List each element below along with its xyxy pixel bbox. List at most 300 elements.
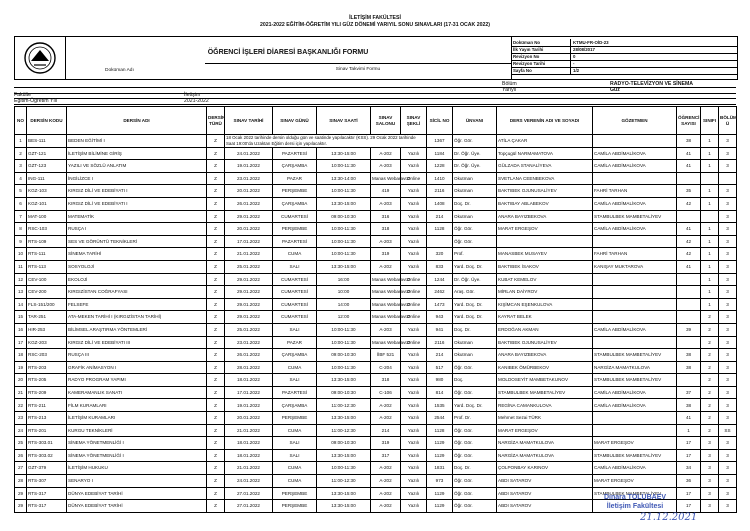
divider bbox=[205, 63, 511, 64]
table-cell: 3 bbox=[719, 135, 737, 148]
table-cell bbox=[677, 210, 701, 223]
table-cell: A-203 bbox=[371, 235, 401, 248]
table-cell: FAHRİ TARHAN bbox=[593, 248, 677, 261]
table-cell: Öğr. Gör. bbox=[453, 437, 497, 450]
table-cell: CUMA bbox=[273, 361, 317, 374]
table-cell: BAKTIBEK OJUNUSALİYEV bbox=[497, 185, 593, 198]
table-cell: DÜNYA EDEBİYAT TARİHİ bbox=[67, 500, 207, 513]
table-cell: 3 bbox=[719, 399, 737, 412]
table-cell: 10:00-11:30 bbox=[317, 462, 371, 475]
table-cell: 26 bbox=[15, 449, 27, 462]
table-row bbox=[15, 323, 737, 336]
table-cell: 318 bbox=[371, 374, 401, 387]
table-cell: SİNEMA TARİHİ bbox=[67, 248, 207, 261]
table-cell: Manas Webaravüz bbox=[371, 311, 401, 324]
table-cell: 26.01.2022 bbox=[225, 349, 273, 362]
table-cell: Online bbox=[401, 311, 427, 324]
table-cell: Öğr. Gör. bbox=[453, 235, 497, 248]
table-cell: 3 bbox=[719, 311, 737, 324]
table-cell: 1 bbox=[701, 160, 719, 173]
table-cell: 1 bbox=[701, 135, 719, 148]
table-cell: CUMA bbox=[273, 424, 317, 437]
table-cell: ATA-MEKEN TARİHİ I (KIRGIZİSTAN TARİHİ) bbox=[67, 311, 207, 324]
table-cell: SİNEMA YÖNETMENLİĞİ I bbox=[67, 437, 207, 450]
table-cell: 36 bbox=[677, 475, 701, 488]
table-cell: FLS-151/200 bbox=[27, 298, 67, 311]
table-cell bbox=[677, 286, 701, 299]
table-cell: BİLİMSEL ARAŞTIRMA YÖNTEMLERİ bbox=[67, 323, 207, 336]
table-cell: 8 bbox=[15, 223, 27, 236]
table-cell: 13:30-15:00 bbox=[317, 487, 371, 500]
table-row bbox=[15, 298, 737, 311]
table-cell: PAZARTESİ bbox=[273, 386, 317, 399]
table-cell: 1 bbox=[15, 135, 27, 148]
table-cell: ANARA BAYIZBEKOVA bbox=[497, 210, 593, 223]
table-cell: SALI bbox=[273, 260, 317, 273]
table-cell: Okutman bbox=[453, 185, 497, 198]
table-cell: A-203 bbox=[371, 323, 401, 336]
table-cell: Online bbox=[401, 286, 427, 299]
table-cell: Z bbox=[207, 172, 225, 185]
table-cell: SENARYO I bbox=[67, 475, 207, 488]
table-cell: STAMBULBEK MAMBETALİYEV bbox=[593, 349, 677, 362]
table-cell: RTS-307 bbox=[27, 475, 67, 488]
table-cell: 29 bbox=[15, 500, 27, 513]
table-cell: CUMA bbox=[273, 475, 317, 488]
table-cell: ANARA BAYIZBEKOVA bbox=[497, 349, 593, 362]
table-cell: 41 bbox=[677, 160, 701, 173]
table-cell: Yazılı bbox=[401, 374, 427, 387]
table-cell: 21 bbox=[15, 386, 27, 399]
table-cell: 24.01.2022 bbox=[225, 475, 273, 488]
table-cell: İLETİŞİM HUKUKU bbox=[67, 462, 207, 475]
column-header: DERSİN TÜRÜ bbox=[207, 107, 225, 135]
form-title-block bbox=[65, 37, 512, 79]
table-cell: 1 bbox=[701, 248, 719, 261]
table-cell: 1 bbox=[701, 147, 719, 160]
table-cell: 1244 bbox=[427, 273, 453, 286]
table-cell: 20 bbox=[15, 374, 27, 387]
table-cell: RTS-111 bbox=[27, 248, 67, 261]
table-cell: 26.01.2022 bbox=[225, 197, 273, 210]
table-cell bbox=[677, 336, 701, 349]
table-cell: ERDOĞAN AKMAN bbox=[497, 323, 593, 336]
table-cell: SALI bbox=[273, 323, 317, 336]
table-row bbox=[15, 386, 737, 399]
table-cell: 12 bbox=[15, 273, 27, 286]
table-row bbox=[15, 185, 737, 198]
meta-page-no: Sayfa No 1/2 bbox=[511, 67, 737, 75]
table-cell: TAR-251 bbox=[27, 311, 67, 324]
table-cell bbox=[677, 311, 701, 324]
table-cell: CEV-200 bbox=[27, 286, 67, 299]
table-cell: Yazılı bbox=[401, 399, 427, 412]
table-cell: 814 bbox=[427, 386, 453, 399]
table-cell: RTS-317 bbox=[27, 500, 67, 513]
table-cell: 17 bbox=[677, 437, 701, 450]
table-cell: 27.01.2022 bbox=[225, 500, 273, 513]
table-cell: Z bbox=[207, 349, 225, 362]
table-cell: 38 bbox=[677, 399, 701, 412]
table-cell: 2 bbox=[701, 311, 719, 324]
table-cell: Prof. bbox=[453, 248, 497, 261]
table-row bbox=[15, 197, 737, 210]
table-cell: FAHRİ TARHAN bbox=[593, 185, 677, 198]
table-cell: BAKTIBEK OJUNUSALİYEV bbox=[497, 336, 593, 349]
table-cell: 13:30-15:00 bbox=[317, 412, 371, 425]
table-cell: 2 bbox=[701, 323, 719, 336]
doc-name-label: Doküman Adı bbox=[105, 68, 134, 73]
table-cell: Öğr. Gör. bbox=[453, 449, 497, 462]
table-cell: 3 bbox=[701, 475, 719, 488]
table-cell: 980 bbox=[427, 374, 453, 387]
table-cell: Yazılı bbox=[401, 235, 427, 248]
table-cell: ATİLA ÇAKAR bbox=[497, 135, 593, 148]
table-cell: 2 bbox=[15, 147, 27, 160]
table-cell: 2462 bbox=[427, 286, 453, 299]
meta-first-date: İlk Yayın Tarihi 28/08/2017 bbox=[511, 46, 737, 54]
table-cell: 23.01.2022 bbox=[225, 336, 273, 349]
table-cell: FİLM KURAMLARI bbox=[67, 399, 207, 412]
table-row bbox=[15, 475, 737, 488]
table-cell: Yazılı bbox=[401, 424, 427, 437]
table-cell: BAKTIBAY ABLABEKOV bbox=[497, 197, 593, 210]
table-cell: 41 bbox=[677, 223, 701, 236]
table-cell: 1 bbox=[701, 235, 719, 248]
table-cell bbox=[677, 172, 701, 185]
table-cell: 42 bbox=[677, 248, 701, 261]
table-row bbox=[15, 462, 737, 475]
table-cell: 10:00-11:30 bbox=[317, 223, 371, 236]
table-cell: 29.01.2022 bbox=[225, 286, 273, 299]
table-cell: 3 bbox=[701, 462, 719, 475]
table-cell: MAT-100 bbox=[27, 210, 67, 223]
table-cell: Yard. Doç. Dr. bbox=[453, 298, 497, 311]
table-cell: RTS-113 bbox=[27, 260, 67, 273]
table-cell: STAMBULBEK MAMBETALİYEV bbox=[593, 487, 677, 500]
table-cell: Z bbox=[207, 336, 225, 349]
table-cell: RUSÇA III bbox=[67, 349, 207, 362]
table-cell: Z bbox=[207, 298, 225, 311]
table-cell: 3 bbox=[719, 475, 737, 488]
table-cell: KAMERAMANLIK SANATI bbox=[67, 386, 207, 399]
table-cell: YAZILI VE SÖZLÜ ANLATIM bbox=[67, 160, 207, 173]
table-cell: 1129 bbox=[427, 500, 453, 513]
column-header: NO bbox=[15, 107, 27, 135]
table-cell: 214 bbox=[427, 349, 453, 362]
table-cell: 3 bbox=[719, 147, 737, 160]
table-cell: Manas Webaravüz bbox=[371, 336, 401, 349]
table-cell: ÇOLPONBAY KARINOV bbox=[497, 462, 593, 475]
table-cell: 17.01.2022 bbox=[225, 235, 273, 248]
table-cell: RTS-109 bbox=[27, 235, 67, 248]
table-cell: Z bbox=[207, 147, 225, 160]
table-cell: Online bbox=[401, 172, 427, 185]
table-cell: 318 bbox=[371, 223, 401, 236]
table-cell: Yazılı bbox=[401, 185, 427, 198]
table-cell: BAKTIBEK İSAKOV bbox=[497, 260, 593, 273]
table-cell: Z bbox=[207, 286, 225, 299]
table-cell: CAMİLA ABDİMALİKOVA bbox=[593, 399, 677, 412]
table-cell: 38 bbox=[677, 349, 701, 362]
table-cell: İİBF 521 bbox=[371, 349, 401, 362]
table-cell: STAMBULBEK MAMBETALİYEV bbox=[497, 386, 593, 399]
faculty-title: İLETİŞİM FAKÜLTESİ bbox=[349, 15, 401, 21]
table-cell: 09:00-10:30 bbox=[317, 210, 371, 223]
table-cell: ÇARŞAMBA bbox=[273, 160, 317, 173]
table-cell: Z bbox=[207, 260, 225, 273]
table-cell: Z bbox=[207, 223, 225, 236]
table-cell: 9 bbox=[15, 235, 27, 248]
column-header: SINAV SALONU bbox=[371, 107, 401, 135]
table-cell: KIRGIZ DİLİ VE EDEBİYATI I bbox=[67, 185, 207, 198]
table-cell: NARGİZA MAMATKULOVA bbox=[497, 449, 593, 462]
table-cell: Z bbox=[207, 386, 225, 399]
table-cell: 1228 bbox=[427, 160, 453, 173]
info-row-yariyil: Yarıyıl Güz bbox=[14, 87, 736, 94]
table-cell: CAMİLA ABDİMALİKOVA bbox=[593, 147, 677, 160]
table-cell: 42 bbox=[677, 235, 701, 248]
table-cell: Z bbox=[207, 412, 225, 425]
table-cell: Dr. Öğr. Üye. bbox=[453, 147, 497, 160]
table-cell: 20.01.2022 bbox=[225, 185, 273, 198]
table-cell: Z bbox=[207, 487, 225, 500]
table-cell: Online bbox=[401, 273, 427, 286]
table-cell: Doç. Dr. bbox=[453, 462, 497, 475]
table-cell: ABDI SATAROV bbox=[497, 475, 593, 488]
table-cell bbox=[593, 412, 677, 425]
table-cell: 18.01.2022 bbox=[225, 449, 273, 462]
table-cell: Araş. Gör. bbox=[453, 286, 497, 299]
table-cell: STAMBULBEK MAMBETALİYEV bbox=[593, 449, 677, 462]
table-cell: 29.01.2022 bbox=[225, 298, 273, 311]
table-cell: Yazılı bbox=[401, 197, 427, 210]
table-cell: KAYRAT BELEK bbox=[497, 311, 593, 324]
table-cell: 10:00-11:30 bbox=[317, 185, 371, 198]
table-cell: 13:30-15:00 bbox=[317, 197, 371, 210]
table-cell: A-203 bbox=[371, 160, 401, 173]
table-cell: Dr. Öğr. Üye. bbox=[453, 160, 497, 173]
column-header: GÖZETMEN bbox=[593, 107, 677, 135]
table-cell: A-202 bbox=[371, 412, 401, 425]
table-cell: 1473 bbox=[427, 298, 453, 311]
table-cell: 15 bbox=[15, 311, 27, 324]
table-cell: 3 bbox=[719, 248, 737, 261]
table-cell: PERŞEMBE bbox=[273, 185, 317, 198]
table-row bbox=[15, 349, 737, 362]
table-cell: PERŞEMBE bbox=[273, 223, 317, 236]
table-cell: 2 bbox=[701, 349, 719, 362]
table-cell bbox=[677, 273, 701, 286]
table-cell: 3 bbox=[701, 437, 719, 450]
table-cell: 34 bbox=[677, 462, 701, 475]
table-cell: 5 bbox=[15, 185, 27, 198]
table-cell: SES VE GÖRÜNTÜ TEKNİKLERİ bbox=[67, 235, 207, 248]
table-cell: CUMARTESİ bbox=[273, 273, 317, 286]
table-cell: İNGİLİZCE I bbox=[67, 172, 207, 185]
table-cell: A-202 bbox=[371, 399, 401, 412]
table-cell: SOSYOLOJİ bbox=[67, 260, 207, 273]
table-cell: CAMİLA ABDİMALİKOVA bbox=[593, 223, 677, 236]
table-row bbox=[15, 286, 737, 299]
table-cell: 27 bbox=[15, 462, 27, 475]
table-cell: KIRGIZ DİLİ VE EDEBİYATI III bbox=[67, 336, 207, 349]
university-logo bbox=[15, 37, 66, 79]
table-cell: A-202 bbox=[371, 475, 401, 488]
table-cell: 13 bbox=[15, 286, 27, 299]
table-cell bbox=[593, 424, 677, 437]
table-cell: PAZARTESİ bbox=[273, 235, 317, 248]
table-cell: BEDEN EĞİTİMİ I bbox=[67, 135, 207, 148]
table-cell: Yazılı bbox=[401, 437, 427, 450]
table-cell: KGZ-203 bbox=[27, 336, 67, 349]
table-cell: 11:00-12:30 bbox=[317, 399, 371, 412]
table-row bbox=[15, 424, 737, 437]
table-cell: 1535 bbox=[427, 399, 453, 412]
table-cell: Öğr. Gör. bbox=[453, 424, 497, 437]
table-cell: ÇARŞAMBA bbox=[273, 399, 317, 412]
table-cell: 18 bbox=[15, 349, 27, 362]
table-cell: 1408 bbox=[427, 197, 453, 210]
table-cell: PERŞEMBE bbox=[273, 412, 317, 425]
table-cell: 11:00-12:30 bbox=[317, 475, 371, 488]
table-cell: CAMİLA ABDİMALİKOVA bbox=[593, 197, 677, 210]
table-cell: 3 bbox=[719, 500, 737, 513]
table-cell: SS bbox=[719, 424, 737, 437]
table-cell: BES-111 bbox=[27, 135, 67, 148]
table-cell: 14 bbox=[15, 298, 27, 311]
table-cell: 3 bbox=[719, 412, 737, 425]
table-cell: 6 bbox=[15, 197, 27, 210]
table-cell: 1128 bbox=[427, 424, 453, 437]
table-cell: Yazılı bbox=[401, 386, 427, 399]
table-cell: ÇARŞAMBA bbox=[273, 349, 317, 362]
table-cell: 14:00 bbox=[317, 298, 371, 311]
table-row bbox=[15, 135, 737, 148]
meta-revision-date: Revizyon Tarihi - bbox=[511, 60, 737, 68]
table-cell: 1 bbox=[701, 260, 719, 273]
table-cell: 3 bbox=[719, 260, 737, 273]
table-cell: 3 bbox=[719, 298, 737, 311]
table-cell: 09:00-10:30 bbox=[317, 386, 371, 399]
table-cell: CAMİLA ABDİMALİKOVA bbox=[593, 386, 677, 399]
column-header: SINAV TARİHİ bbox=[225, 107, 273, 135]
table-cell: 13:30-15:00 bbox=[317, 147, 371, 160]
table-cell: 38 bbox=[677, 361, 701, 374]
table-cell: C-106 bbox=[371, 386, 401, 399]
table-cell: 24.01.2022 bbox=[225, 147, 273, 160]
table-cell: Mehmet Sezai TÜRK bbox=[497, 412, 593, 425]
table-cell: İLETİŞİM BİLİMİNE GİRİŞ bbox=[67, 147, 207, 160]
table-cell: Z bbox=[207, 399, 225, 412]
meta-revision-no: Revizyon No 0 bbox=[511, 53, 737, 61]
table-cell: 17 bbox=[677, 500, 701, 513]
table-cell: 23.01.2022 bbox=[225, 172, 273, 185]
table-cell: 17.01.2022 bbox=[225, 386, 273, 399]
table-cell: 319 bbox=[371, 248, 401, 261]
exam-period-title: 2021-2022 EĞİTİM-ÖĞRETİM YILI GÜZ DÖNEMİ YARIYIL SONU SINAVLARI (17-31 OCAK 2022) bbox=[259, 22, 491, 28]
table-cell: 2 bbox=[701, 374, 719, 387]
table-cell: 320 bbox=[427, 248, 453, 261]
table-cell: 35 bbox=[677, 185, 701, 198]
table-cell: Yazılı bbox=[401, 323, 427, 336]
table-cell: EKOLOJİ bbox=[67, 273, 207, 286]
table-cell: A-203 bbox=[371, 197, 401, 210]
table-cell: 42 bbox=[677, 197, 701, 210]
table-cell: SALI bbox=[273, 374, 317, 387]
column-header: SİCİL NO bbox=[427, 107, 453, 135]
table-cell: CUMA bbox=[273, 462, 317, 475]
table-row bbox=[15, 374, 737, 387]
table-cell: GÜLZADA STANALİYEVA bbox=[497, 160, 593, 173]
meta-doc-no: Doküman No KTMU-FR-OİD-23 bbox=[511, 39, 737, 47]
table-cell: 3 bbox=[719, 185, 737, 198]
table-cell: Okutman bbox=[453, 349, 497, 362]
table-cell: 1 bbox=[701, 185, 719, 198]
table-cell: 39 bbox=[677, 323, 701, 336]
table-cell: Dr. Öğr. Üye. bbox=[453, 273, 497, 286]
table-cell: 1410 bbox=[427, 172, 453, 185]
table-cell: NARGİZA MAMATKULOVA bbox=[497, 437, 593, 450]
table-cell bbox=[427, 235, 453, 248]
table-cell: A-202 bbox=[371, 487, 401, 500]
table-cell: 09:00-10:30 bbox=[317, 349, 371, 362]
table-cell: Z bbox=[207, 361, 225, 374]
table-cell: 2 bbox=[701, 336, 719, 349]
table-cell: ABDI SATAROV bbox=[497, 487, 593, 500]
table-cell: 3 bbox=[719, 361, 737, 374]
table-cell: 2116 bbox=[427, 185, 453, 198]
info-block bbox=[14, 81, 736, 105]
table-cell: Yazılı bbox=[401, 260, 427, 273]
table-cell: Öğr. Gör. bbox=[453, 487, 497, 500]
table-cell: Okutman bbox=[453, 210, 497, 223]
column-header: SINAV ŞEKLİ bbox=[401, 107, 427, 135]
table-cell: 1 bbox=[701, 286, 719, 299]
table-cell: 3 bbox=[719, 449, 737, 462]
table-cell: 41 bbox=[677, 260, 701, 273]
table-cell: 29.01.2022 bbox=[225, 210, 273, 223]
table-cell: 10 bbox=[15, 248, 27, 261]
table-cell: Öğr. Gör. bbox=[453, 135, 497, 148]
table-cell: 20.01.2022 bbox=[225, 412, 273, 425]
table-cell: 13:30-15:00 bbox=[317, 260, 371, 273]
table-cell: 319 bbox=[371, 437, 401, 450]
table-cell: 3 bbox=[719, 349, 737, 362]
table-cell: RTS-303.01 bbox=[27, 437, 67, 450]
table-cell: C-204 bbox=[371, 361, 401, 374]
table-cell: 2 bbox=[701, 412, 719, 425]
table-cell: 1367 bbox=[427, 135, 453, 148]
table-cell: 3 bbox=[701, 449, 719, 462]
table-cell: MARAT ERGEŞOV bbox=[593, 437, 677, 450]
table-cell: Okutman bbox=[453, 336, 497, 349]
table-cell: Yazılı bbox=[401, 210, 427, 223]
form-header bbox=[14, 36, 738, 80]
table-cell: 3 bbox=[719, 197, 737, 210]
table-cell: 1129 bbox=[427, 437, 453, 450]
table-cell: Z bbox=[207, 273, 225, 286]
table-cell: PERŞEMBE bbox=[273, 487, 317, 500]
table-cell: MARAT ERGEŞOV bbox=[497, 223, 593, 236]
table-cell: Yazılı bbox=[401, 349, 427, 362]
table-cell: STAMBULBEK MAMBETALİYEV bbox=[593, 374, 677, 387]
doc-name: Sinav Takvimi Formu bbox=[335, 67, 381, 72]
table-cell: 3 bbox=[719, 286, 737, 299]
table-cell: 25 bbox=[15, 437, 27, 450]
table-cell: 28 bbox=[15, 475, 27, 488]
table-cell: 214 bbox=[427, 210, 453, 223]
